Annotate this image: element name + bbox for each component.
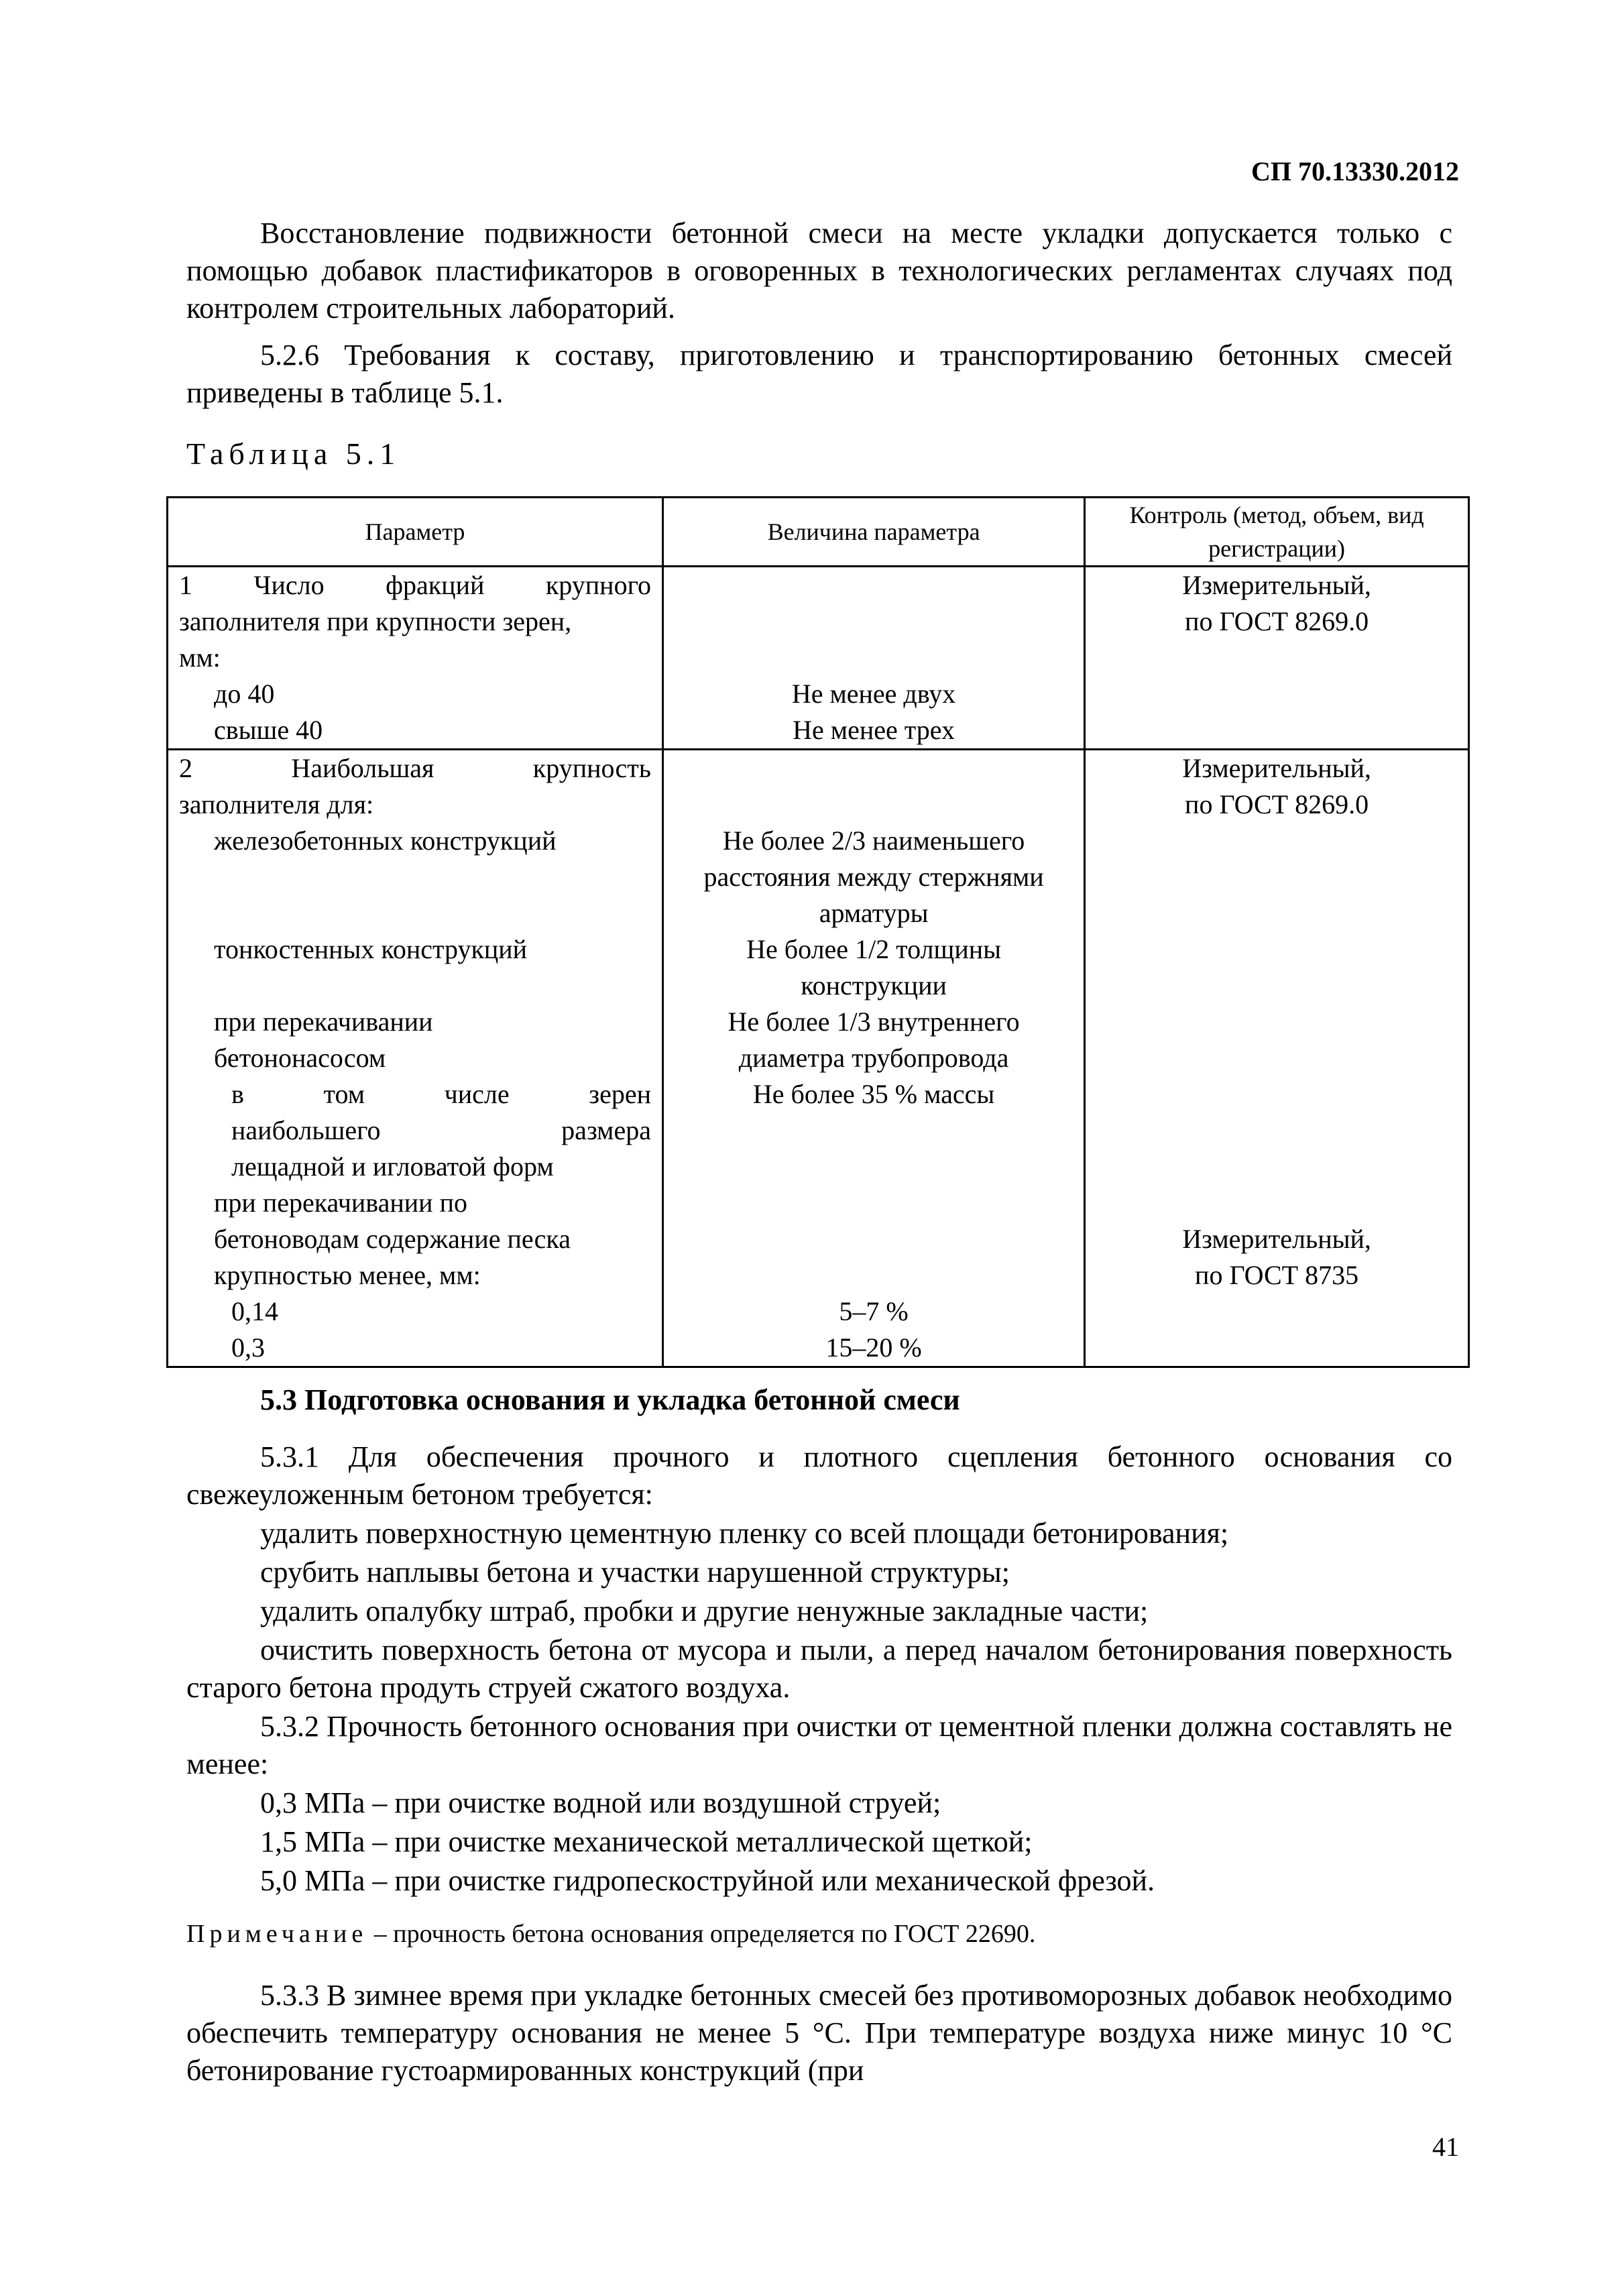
note [186,1919,1035,1949]
section-title: 5.3 Подготовка основания и укладка бетонной смеси [260,1383,960,1416]
table-header-row [168,498,1469,567]
cell-line: до 40 [214,679,275,709]
cell-line: по ГОСТ 8735 [1195,1260,1359,1290]
cell-line: по ГОСТ 8269.0 [1185,606,1369,636]
intro-paragraph-2: 5.2.6 Требования к составу, приготовлению и транспортированию бетонных смесей приведены в таблице 5.1. [186,339,1452,409]
cell-line: заполнителя для: [179,789,374,819]
table-row [168,750,1469,1367]
cell-line: по ГОСТ 8269.0 [1185,789,1369,819]
cell-line: расстояния между стержнями [703,862,1044,892]
row1-parameter [168,567,663,750]
cell-line: тонкостенных конструкций [214,934,528,964]
header-parameter: Параметр [168,498,663,567]
row1-value [663,567,1085,750]
cell-line: лещадной и игловатой форм [231,1151,554,1182]
cell-line: бетононасосом [214,1043,386,1073]
cell-line: 0,14 [231,1296,278,1326]
list-item: удалить опалубку штраб, пробки и другие ненужные закладные части; [260,1595,1149,1627]
cell-line: 2 Наибольшая крупность [179,753,651,783]
cell-line: в том числе зерен [231,1079,651,1109]
document-code: СП 70.13330.2012 [1251,156,1459,186]
cell-line: 1 Число фракций крупного [179,570,651,600]
cell-line: Измерительный, [1182,570,1371,600]
cell-line: заполнителя при крупности зерен, [179,606,572,636]
cell-line: конструкции [801,970,947,1000]
row2-control [1085,750,1469,1367]
paragraph-clean: очистить поверхность бетона от мусора и пыли, а перед началом бетонирования поверхность старого бетона продуть струей сжатого воздуха. [186,1633,1452,1704]
cell-line: Не более 1/2 толщины [746,934,1002,964]
cell-line: Не менее двух [791,679,956,709]
header-control: Контроль (метод, объем, вид регистрации) [1085,498,1469,567]
cell-line: мм: [179,642,221,673]
page-number: 41 [1432,2132,1459,2162]
cell-line: Не менее трех [793,715,955,745]
cell-line: бетоноводам содержание песка [214,1224,571,1254]
table-row [168,567,1469,750]
row2-value [663,750,1085,1367]
cell-line: Не более 35 % массы [752,1079,995,1109]
row2-parameter [168,750,663,1367]
cell-line: Измерительный, [1182,1224,1371,1254]
cell-line: 0,3 [231,1332,265,1363]
paragraph-5-3-1: 5.3.1 Для обеспечения прочного и плотного сцепления бетонного основания со свежеуложенным бетоном требуется: [186,1440,1452,1511]
list-item: срубить наплывы бетона и участки нарушенной структуры; [260,1556,1010,1589]
cell-line: железобетонных конструкций [214,825,557,856]
paragraph-5-3-2: 5.3.2 Прочность бетонного основания при очистки от цементной пленки должна составлять не менее: [186,1710,1452,1780]
cell-line: при перекачивании [214,1007,433,1037]
intro-paragraph-1: Восстановление подвижности бетонной смеси на месте укладки допускается только с помощью добавок пластификаторов в оговоренных в технологических регламентах случаях под контролем строительных лабораторий. [186,217,1452,325]
cell-line: Не более 2/3 наименьшего [722,825,1025,856]
table-caption: Таблица 5.1 [186,437,401,471]
cell-line: диаметра трубопровода [738,1043,1009,1073]
cell-line: наибольшего размера [231,1115,651,1145]
cell-line: крупностью менее, мм: [214,1260,481,1290]
list-item: 1,5 МПа – при очистке механической металлической щеткой; [260,1825,1033,1858]
cell-line: Измерительный, [1182,753,1371,783]
note-text: – прочность бетона основания определяется по ГОСТ 22690. [367,1920,1036,1948]
cell-line: свыше 40 [214,715,323,745]
requirements-table [166,496,1470,1368]
list-item: удалить поверхностную цементную пленку со всей площади бетонирования; [260,1517,1229,1550]
header-value: Величина параметра [663,498,1085,567]
cell-line: Не более 1/3 внутреннего [728,1007,1020,1037]
cell-line: арматуры [819,898,929,928]
list-item: 0,3 МПа – при очистке водной или воздушной струей; [260,1786,941,1819]
cell-line: 15–20 % [825,1332,922,1363]
paragraph-5-3-3: 5.3.3 В зимнее время при укладке бетонных смесей без противоморозных добавок необходимо обеспечить температуру основания не менее 5 °С. При температуре воздуха ниже минус 10 °С бетонирование густоармированных конструкций (при [186,1979,1452,2087]
note-label: Примечание [186,1920,368,1948]
cell-line: при перекачивании по [214,1188,467,1218]
list-item: 5,0 МПа – при очистке гидропескоструйной или механической фрезой. [260,1864,1155,1897]
row1-control [1085,567,1469,750]
cell-line: 5–7 % [839,1296,909,1326]
